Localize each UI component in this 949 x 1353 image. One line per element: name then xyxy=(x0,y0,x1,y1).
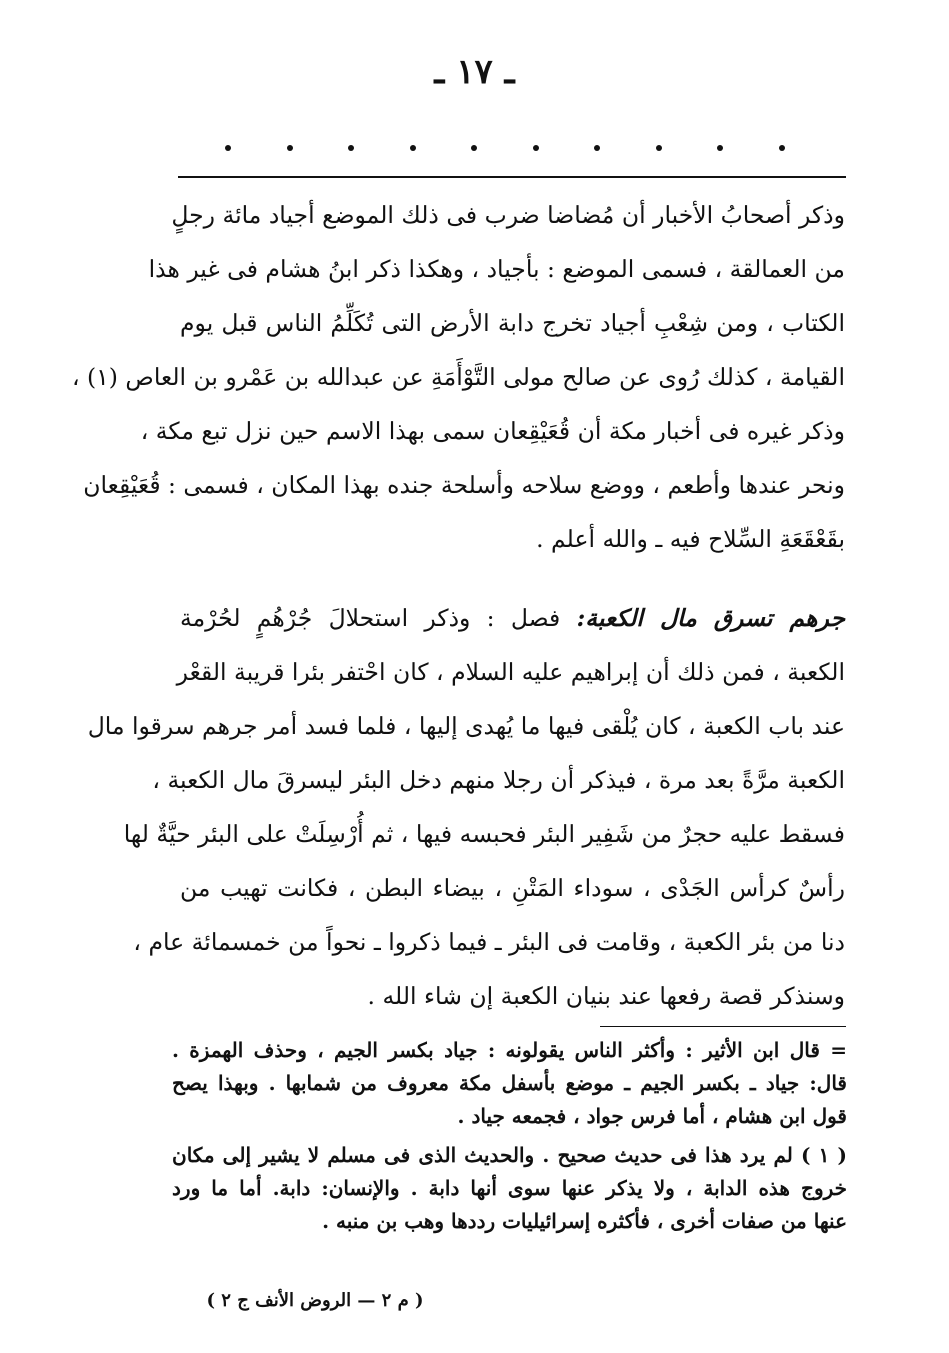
footnote-line: ( ١ ) لم يرد هذا فى حديث صحيح . والحديث الذى فى مسلم لا يشير إلى مكان xyxy=(172,1143,847,1167)
signature-mark: ( م ٢ — الروض الأنف ج ٢ ) xyxy=(206,1290,424,1311)
section-dot xyxy=(656,145,662,151)
section-dot xyxy=(471,145,477,151)
text-line-with-heading xyxy=(180,591,845,645)
text-line: الكعبة مرَّةً بعد مرة ، فيذكر أن رجلا منهم دخل البئر ليسرقَ مال الكعبة ، xyxy=(152,766,845,794)
text-line: بقَعْقَعَةِ السِّلاح فيه ـ والله أعلم . xyxy=(536,525,845,553)
section-dot xyxy=(594,145,600,151)
section-dot xyxy=(533,145,539,151)
text-line: وذكر غيره فى أخبار مكة أن قُعَيْقِعان سمى بهذا الاسم حين نزل تبع مكة ، xyxy=(140,417,845,445)
footnote-line: = قال ابن الأثير : وأكثر الناس يقولونه : جياد بكسر الجيم ، وحذف الهمزة . xyxy=(172,1038,847,1062)
section-dots xyxy=(225,138,785,158)
footnote-line: عنها من صفات أخرى ، فأكثره إسرائيليات رددها وهب بن منبه . xyxy=(322,1209,847,1233)
footnote-line: قول ابن هشام ، أما فرس جواد ، فجمعه جياد . xyxy=(457,1104,847,1128)
text-line: من العمالقة ، فسمى الموضع : بأجياد ، وهكذا ذكر ابنُ هشام فى غير هذا xyxy=(148,255,845,283)
text-line: الكتاب ، ومن شِعْبِ أجياد تخرج دابة الأرض التى تُكَلِّمُ الناس قبل يوم xyxy=(180,309,845,337)
text-line: عند باب الكعبة ، كان يُلْقى فيها ما يُهدى إليها ، فلما فسد أمر جرهم سرقوا مال xyxy=(87,712,845,740)
text-line: دنا من بئر الكعبة ، وقامت فى البئر ـ فيما ذكروا ـ نحواً من خمسمائة عام ، xyxy=(133,928,845,956)
page-number: ـ ١٧ ـ xyxy=(434,52,515,92)
section-dot xyxy=(779,145,785,151)
paragraph-jurhum xyxy=(87,591,845,1023)
footnote-line: قال: جياد ـ بكسر الجيم ـ موضع بأسفل مكة معروف من شمابها . وبهذا يصح xyxy=(172,1071,847,1095)
section-dot xyxy=(410,145,416,151)
paragraph-ajyad xyxy=(71,188,845,566)
section-dot xyxy=(287,145,293,151)
section-dot xyxy=(225,145,231,151)
footnote-line: خروج هذه الدابة ، ولا يذكر عنها سوى أنها دابة . والإنسان: دابة. أما ما ورد xyxy=(172,1176,847,1200)
header-rule xyxy=(178,176,846,178)
section-dot xyxy=(717,145,723,151)
side-heading: جرهم تسرق مال الكعبة: xyxy=(576,604,845,632)
footnotes xyxy=(172,1034,847,1238)
text-run: فصل : وذكر استحلالَ جُرْهُمٍ لحُرْمة xyxy=(180,604,561,632)
text-line: الكعبة ، فمن ذلك أن إبراهيم عليه السلام ، كان احْتفر بئرا قريبة القعْر xyxy=(176,658,845,686)
text-line: ونحر عندها وأطعم ، ووضع سلاحه وأسلحة جنده بهذا المكان ، فسمى : قُعَيْقِعان xyxy=(83,471,845,499)
text-line: القيامة ، كذلك رُوى عن صالح مولى التَّوْأَمَةِ عن عبدالله بن عَمْرو بن العاص (١) ، xyxy=(71,363,845,391)
text-line: وذكر أصحابُ الأخبار أن مُضاضا ضرب فى ذلك الموضع أجياد مائة رجلٍ xyxy=(171,201,845,229)
text-line: رأسٌ كرأس الجَدْى ، سوداء المَتْنِ ، بيضاء البطن ، فكانت تهيب من xyxy=(180,874,845,902)
text-line: فسقط عليه حجرٌ من شَفِير البئر فحبسه فيها ، ثم أُرْسِلَتْ على البئر حيَّةٌ لها xyxy=(123,820,845,848)
footnote-rule xyxy=(600,1026,846,1027)
text-line: وسنذكر قصة رفعها عند بنيان الكعبة إن شاء الله . xyxy=(367,982,845,1010)
section-dot xyxy=(348,145,354,151)
